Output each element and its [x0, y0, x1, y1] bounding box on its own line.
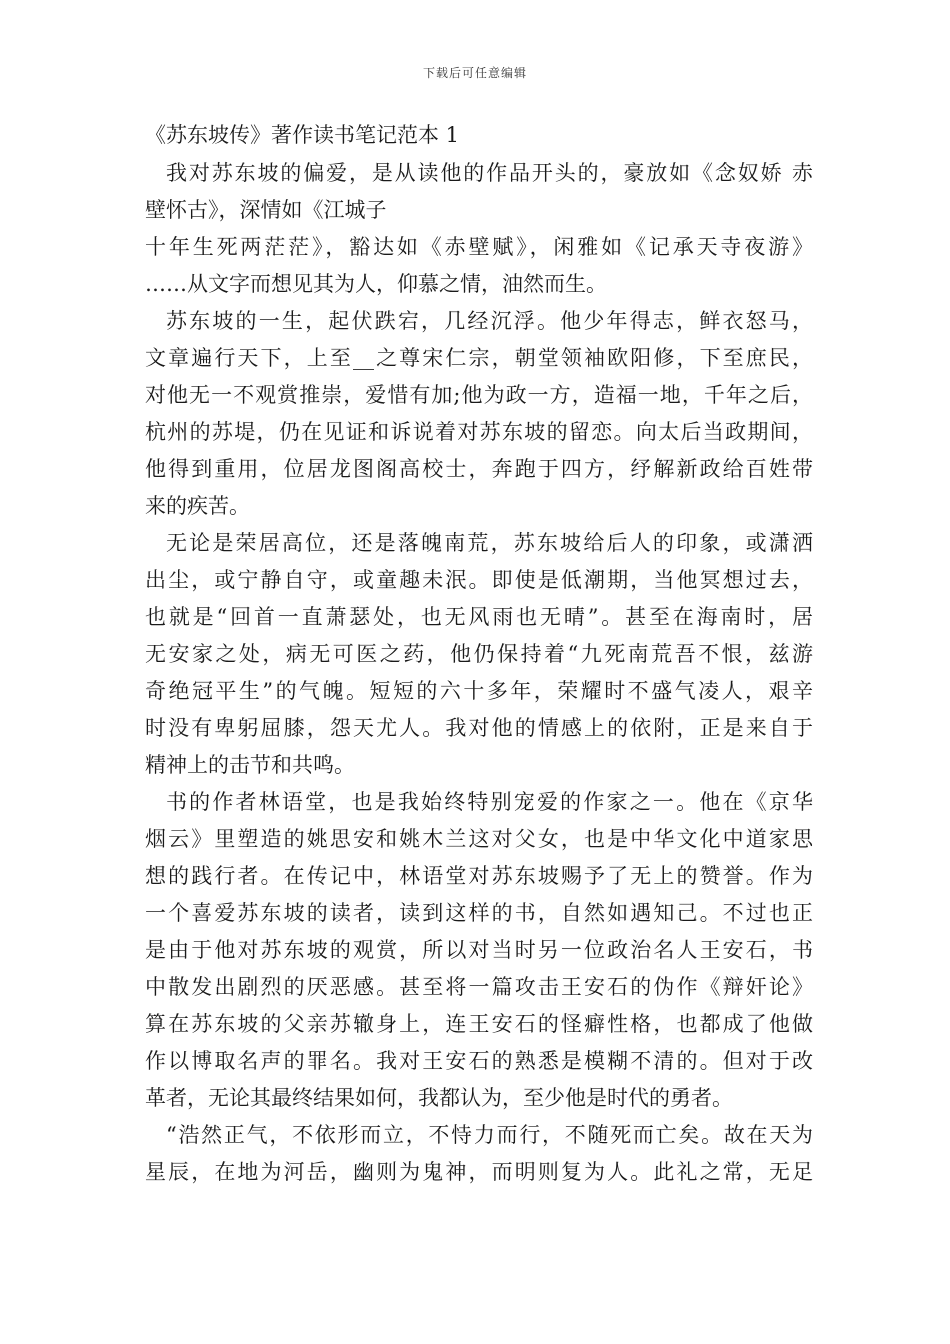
body-text-line: ……从文字而想见其为人，仰慕之情，油然而生。 — [145, 272, 607, 296]
body-text-line: 一个喜爱苏东坡的读者，读到这样的书，自然如遇知己。不过也正 — [145, 901, 813, 925]
body-text-line: 杭州的苏堤，仍在见证和诉说着对苏东坡的留恋。向太后当政期间， — [145, 420, 813, 444]
document-body — [145, 155, 813, 1191]
body-text-line: 无论是荣居高位，还是落魄南荒，苏东坡给后人的印象，或潇洒 — [166, 531, 813, 555]
body-text-line: 苏东坡的一生，起伏跌宕，几经沉浮。他少年得志，鲜衣怒马， — [166, 309, 813, 333]
body-text-line: 精神上的击节和共鸣。 — [145, 753, 355, 777]
body-text-line: 想的践行者。在传记中，林语堂对苏东坡赐予了无上的赞誉。作为 — [145, 864, 813, 888]
body-text-line: 时没有卑躬屈膝，怨天尤人。我对他的情感上的依附，正是来自于 — [145, 716, 813, 740]
body-text-line: 我对苏东坡的偏爱，是从读他的作品开头的，豪放如《念奴娇 赤 — [166, 161, 813, 185]
body-text-line: 奇绝冠平生”的气魄。短短的六十多年，荣耀时不盛气凌人，艰辛 — [145, 679, 813, 703]
body-text-line: 壁怀古》，深情如《江城子 — [145, 198, 387, 222]
body-text-line: 文章遍行天下，上至__之尊宋仁宗，朝堂领袖欧阳修，下至庶民， — [145, 346, 813, 370]
document-title: 《苏东坡传》著作读书笔记范本 1 — [145, 123, 460, 147]
body-text-line: 革者，无论其最终结果如何，我都认为，至少他是时代的勇者。 — [145, 1086, 733, 1110]
body-text-line: 星辰，在地为河岳，幽则为鬼神，而明则复为人。此礼之常，无足 — [145, 1160, 813, 1184]
page-header-note: 下载后可任意编辑 — [422, 66, 527, 80]
body-text-line: 算在苏东坡的父亲苏辙身上，连王安石的怪癖性格，也都成了他做 — [145, 1012, 813, 1036]
body-text-line: 十年生死两茫茫》，豁达如《赤壁赋》，闲雅如《记承天寺夜游》 — [145, 235, 813, 259]
body-text-line: 书的作者林语堂，也是我始终特别宠爱的作家之一。他在《京华 — [166, 790, 813, 814]
body-text-line: 无安家之处，病无可医之药，他仍保持着“九死南荒吾不恨，兹游 — [145, 642, 813, 666]
body-text-line: 对他无一不观赏推崇，爱惜有加;他为政一方，造福一地，千年之后， — [145, 383, 813, 407]
body-text-line: 烟云》里塑造的姚思安和姚木兰这对父女，也是中华文化中道家思 — [145, 827, 813, 851]
body-text-line: 是由于他对苏东坡的观赏，所以对当时另一位政治名人王安石，书 — [145, 938, 813, 962]
body-text-line: 他得到重用，位居龙图阁高校士，奔跑于四方，纾解新政给百姓带 — [145, 457, 813, 481]
body-text-line: 也就是“回首一直萧瑟处，也无风雨也无晴”。甚至在海南时，居 — [145, 605, 813, 629]
body-text-line: “浩然正气，不依形而立，不恃力而行，不随死而亡矣。故在天为 — [166, 1123, 813, 1147]
body-text-line: 作以博取名声的罪名。我对王安石的熟悉是模糊不清的。但对于改 — [145, 1049, 813, 1073]
body-text-line: 出尘，或宁静自守，或童趣未泯。即使是低潮期，当他冥想过去， — [145, 568, 813, 592]
body-text-line: 来的疾苦。 — [145, 494, 250, 518]
body-text-line: 中散发出剧烈的厌恶感。甚至将一篇攻击王安石的伪作《辩奸论》 — [145, 975, 813, 999]
